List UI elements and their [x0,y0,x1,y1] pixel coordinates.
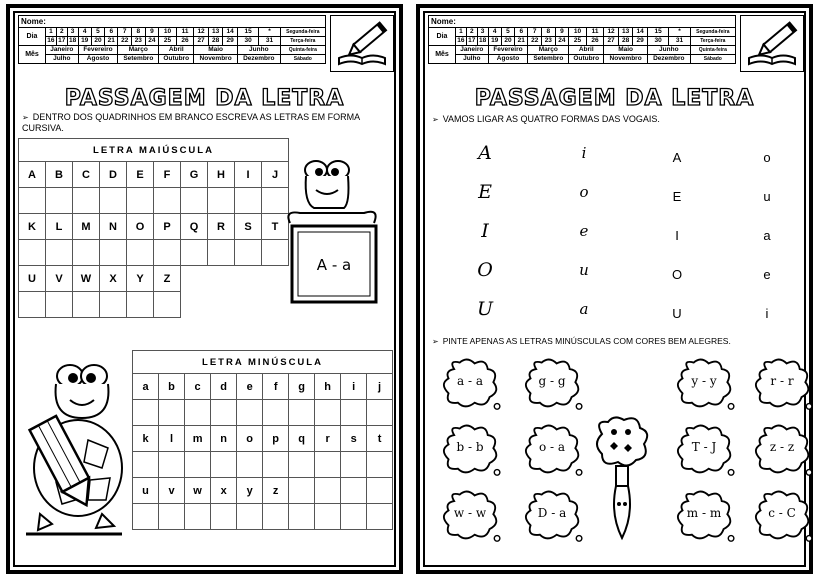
turtle-board-illustration [284,158,384,308]
page-title: PASSAGEM DA LETRA [64,86,345,111]
paint-blob-12[interactable] [750,488,814,540]
paint-blob-5[interactable] [438,422,502,474]
paint-blob-11[interactable] [672,488,736,540]
header-table: Nome: Dia 1 2 3 4 5 6 7 8 9 10 11 12 13 14 15 * Segunda-feira 16 17 18 19 20 21 22 23 24 25 26 27 28 29 30 31 Terça-feira Mês Janeiro Fevereiro Março Abril Maio Junho Quinta-feira Julho Agosto Setembro Outubro Novembro Dezembro Sábado [18,15,326,64]
pencil-book-icon [330,15,394,72]
board-text: A - a [316,256,352,274]
paint-blob-6[interactable] [520,422,584,474]
instruction-text: ➢ DENTRO DOS QUADRINHOS EM BRANCO ESCREVA AS LETRAS EM FORMA CURSIVA. [22,112,360,133]
print-upper-vowels: A E I O U [671,150,683,321]
pencil-book-icon [740,15,804,72]
blob-letter-pair: o - a [538,440,566,454]
paintbrush-character-illustration [592,414,652,544]
blob-letter-pair: z - z [769,440,795,454]
day-label: Dia [19,28,46,46]
turtle-pencil-illustration [18,356,130,538]
paint-blob-1[interactable] [438,356,502,408]
uppercase-letter-grid: LETRA MAIÚSCULA A B C D E F G H I J K L M N O P Q R S T U V W X Y Z [18,138,289,318]
paint-blob-3[interactable] [672,356,736,408]
blob-letter-pair: D - a [537,506,567,520]
blob-letter-pair: m - m [686,506,722,520]
instruction-paint-lowercase: ➢ PINTE APENAS AS LETRAS MINÚSCULAS COM CORES BEM ALEGRES. [432,336,731,346]
blob-letter-pair: a - a [457,374,483,388]
paint-blob-10[interactable] [520,488,584,540]
page-title: PASSAGEM DA LETRA [474,86,755,111]
paint-blob-7[interactable] [672,422,736,474]
lowercase-letter-grid: LETRA MINÚSCULA a b c d e f g h i j k l m n o p q r s t u v w x y z [132,350,393,530]
header-table: Nome: Dia 1 2 3 4 5 6 7 8 9 10 11 12 13 14 15 * Segunda-feira 16 17 18 19 20 21 22 23 24 25 26 27 28 29 30 31 Terça-feira Mês Janeiro Fevereiro Março Abril Maio Junho Quinta-feira Julho Agosto Setembro Outubro Novembro Dezembro Sábado [428,15,736,64]
blob-letter-pair: r - r [770,374,794,388]
right-worksheet-page [412,0,817,578]
blob-letter-pair: w - w [453,506,487,520]
month-label: Mês [19,46,46,64]
print-lower-vowels: o u a e i [763,150,771,321]
name-field[interactable]: Nome: [429,16,736,28]
paint-blob-4[interactable] [750,356,814,408]
name-field[interactable]: Nome: [19,16,326,28]
blob-letter-pair: b - b [456,440,484,454]
left-worksheet-page [2,0,407,578]
paint-blob-2[interactable] [520,356,584,408]
blob-letter-pair: g - g [538,374,566,388]
paint-blob-8[interactable] [750,422,814,474]
blob-letter-pair: c - C [768,506,796,520]
paint-blob-9[interactable] [438,488,502,540]
blob-letter-pair: y - y [691,374,717,388]
instruction-link-vowels: ➢ VAMOS LIGAR AS QUATRO FORMAS DAS VOGAIS. [432,114,660,124]
cursive-lower-vowels: i o e u a [579,144,589,318]
cursive-upper-vowels: A E I O U [476,142,493,320]
blob-letter-pair: T - J [691,440,717,454]
